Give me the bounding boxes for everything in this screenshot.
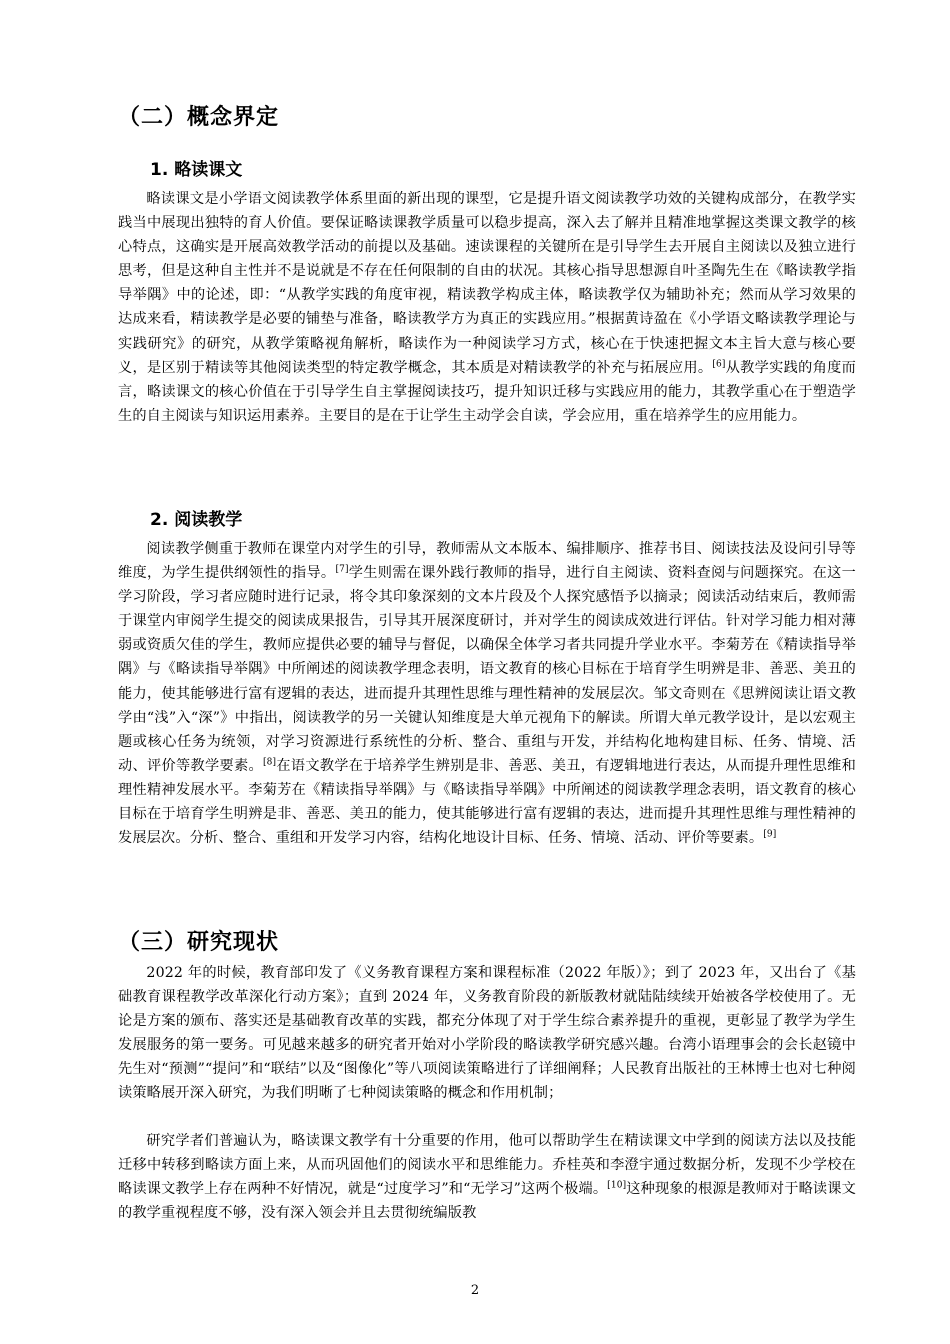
section-heading-concepts: （二）概念界定 [118, 105, 280, 130]
paragraph-text: 这种现象的根源是教师对于略读课文的教学重视程度不够，没有深入领会并且去贯彻统编版教 [118, 1181, 856, 1222]
paragraph-skim-reading [118, 187, 856, 428]
paragraph-text: 从教学实践的角度而言，略读课文的核心价值在于引导学生自主掌握阅读技巧，提升知识迁移与实践应用的能力，其教学重心在于塑造学生的自主阅读与知识运用素养。主要目的是在于让学生主动学会自读，学会应用，重在培养学生的应用能力。 [118, 359, 856, 424]
page-number: 2 [470, 1283, 480, 1298]
paragraph-reading-teaching [118, 537, 856, 850]
paragraph-text: 学生则需在课外践行教师的指导，进行自主阅读、资料查阅与问题探究。在这一学习阶段，学习者应随时进行记录，将令其印象深刻的文本片段及个人探究感悟予以摘录；阅读活动结束后，教师需于课堂内审阅学生提交的阅读成果报告，引导其开展深度研讨，并对学生的阅读成效进行评估。针对学习能力相对薄弱或资质欠佳的学生，教师应提供必要的辅导与督促，以确保全体学习者共同提升学业水平。李菊芳在《精读指导举隅》与《略读指导举隅》中所阐述的阅读教学理念表明，语文教育的核心目标在于培育学生明辨是非、善恶、美丑的能力，使其能够进行富有逻辑的表达，进而提升其理性思维与理性精神的发展层次。邹文奇则在《思辨阅读让语文教学由“浅”入“深”》中指出，阅读教学的另一关键认知维度是大单元视角下的解读。所谓大单元教学设计，是以宏观主题或核心任务为统领，对学习资源进行系统性的分析、整合、重组与开发，并结构化地构建目标、任务、情境、活动、评价等教学要素。 [118, 565, 856, 774]
paragraph-text: 阅读教学侧重于教师在课堂内对学生的引导，教师需从文本版本、编排顺序、推荐书目、阅读技法及设问引导等维度，为学生提供纲领性的指导。 [118, 541, 856, 582]
paragraph-text: 略读课文是小学语文阅读教学体系里面的新出现的课型，它是提升语文阅读教学功效的关键构成部分，在教学实践当中展现出独特的育人价值。要保证略读课教学质量可以稳步提高，深入去了解并且精准地掌握这类课文教学的核心特点，这确实是开展高效教学活动的前提以及基础。速读课程的关键所在是引导学生去开展自主阅读以及独立进行思考，但是这种自主性并不是说就是不存在任何限制的自由的状况。其核心指导思想源自叶圣陶先生在《略读教学指导举隅》中的论述，即：“从教学实践的角度审视，精读教学构成主体，略读教学仅为辅助补充；然而从学习效果的达成来看，精读教学是必要的铺垫与准备，略读教学方为真正的实践应用。”根据黄诗盈在《小学语文略读教学理论与实践研究》的研究，从教学策略视角解析，略读作为一种阅读学习方式，核心在于快速把握文本主旨大意与核心要义，是区别于精读等其他阅读类型的特定教学概念，其本质是对精读教学的补充与拓展应用。 [118, 191, 856, 376]
subheading-reading-teaching: 2. 阅读教学 [150, 510, 243, 530]
paragraph-text: 研究学者们普遍认为，略读课文教学有十分重要的作用，他可以帮助学生在精读课文中学到的阅读方法以及技能迁移中转移到略读方面上来，从而巩固他们的阅读水平和思维能力。乔桂英和李澄宇通过数据分析，发现不少学校在略读课文教学上存在两种不好情况，就是“过度学习”和“无学习”这两个极端。 [118, 1133, 856, 1198]
paragraph-text: 在语文教学在于培养学生辨别是非、善恶、美丑，有逻辑地进行表达，从而提升理性思维和理性精神发展水平。李菊芳在《精读指导举隅》与《略读指导举隅》中所阐述的阅读教学理念表明，语文教育的核心目标在于培育学生明辨是非、善恶、美丑的能力，使其能够进行富有逻辑的表达，进而提升其理性思维与理性精神的发展层次。分析、整合、重组和开发学习内容，结构化地设计目标、任务、情境、活动、评价等要素。 [118, 757, 856, 847]
section-heading-research-status: （三）研究现状 [118, 930, 280, 955]
paragraph-research-status-1: 2022 年的时候，教育部印发了《义务教育课程方案和课程标准（2022 年版）》；到了 2023 年，又出台了《基础教育课程教学改革深化行动方案》；直到 2024 年，义务教育阶段的新版教材就陆陆续续开始被各学校使用了。无论是方案的颁布、落实还是基础教育改革的实践，都充分体现了对于学生综合素养提升的重视，更彰显了教学为学生发展服务的第一要务。可见越来越多的研究者开始对小学阶段的略读教学研究感兴趣。台湾小语理事会的会长赵镜中先生对“预测”“提问”和“联结”以及“图像化”等八项阅读策略进行了详细阐释；人民教育出版社的王林博士也对七种阅读策略展开深入研究，为我们明晰了七种阅读策略的概念和作用机制； [118, 965, 856, 1102]
paragraph-research-status-2 [118, 1129, 856, 1225]
citation-ref: [9] [763, 829, 777, 840]
citation-ref: [10] [607, 1180, 627, 1191]
subheading-skim-reading: 1. 略读课文 [150, 160, 243, 180]
citation-ref: [7] [335, 564, 349, 575]
citation-ref: [6] [712, 358, 726, 369]
citation-ref: [8] [262, 757, 277, 768]
